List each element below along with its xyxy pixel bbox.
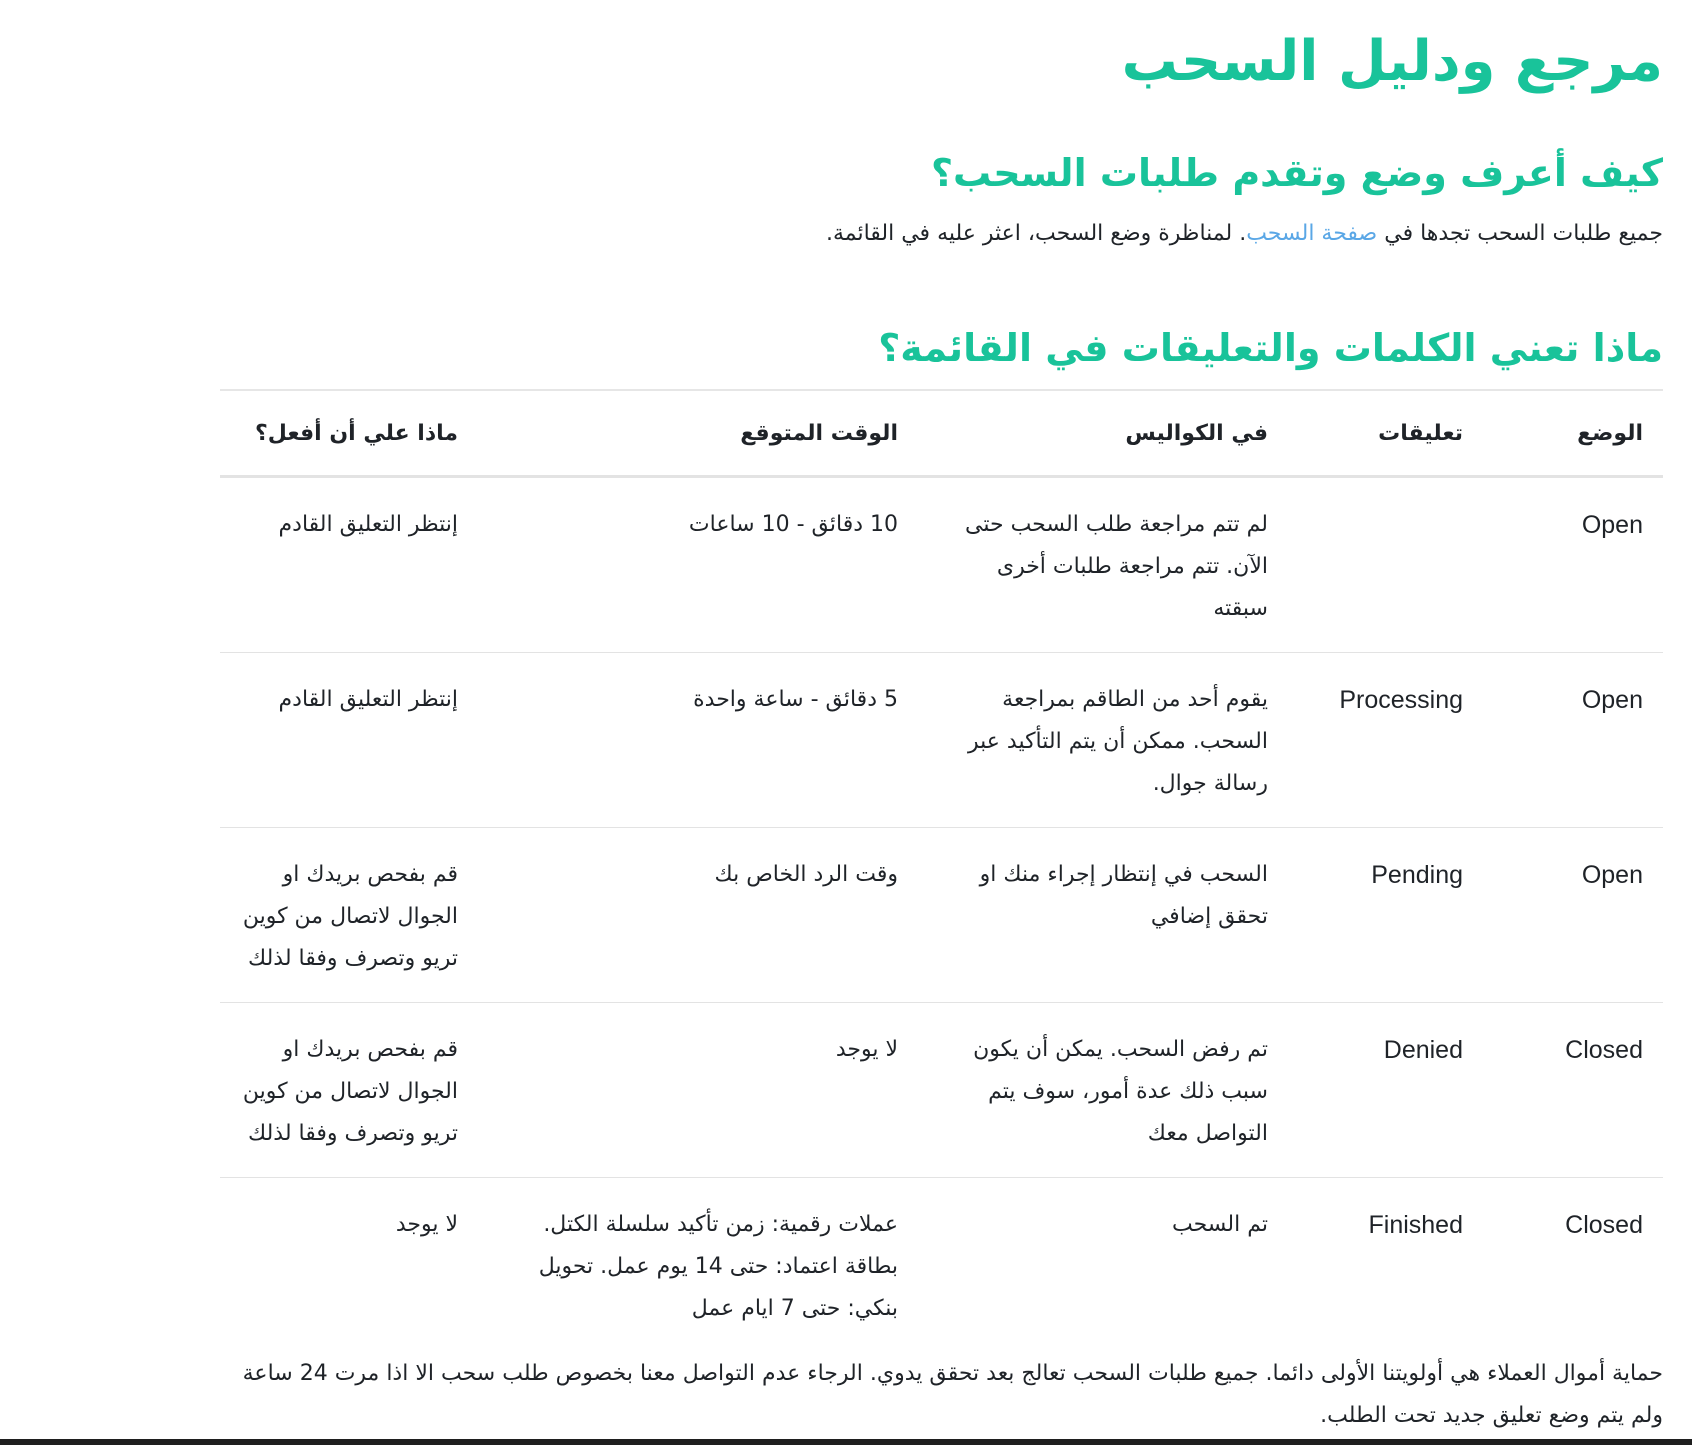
expected-time-cell: عملات رقمية: زمن تأكيد سلسلة الكتل. بطاقة اعتماد: حتى 14 يوم عمل. تحويل بنكي: حتى 7 ايام عمل	[538, 1212, 898, 1321]
table-row	[220, 653, 1663, 828]
backstage-cell: يقوم أحد من الطاقم بمراجعة السحب. ممكن أن يتم التأكيد عبر رسالة جوال.	[918, 653, 1288, 828]
note-cell: Finished	[1368, 1211, 1463, 1239]
column-header-action: ماذا علي أن أفعل؟	[220, 390, 478, 477]
expected-time-cell: لا يوجد	[478, 1003, 918, 1178]
action-cell: لا يوجد	[395, 1212, 458, 1237]
table-header-row	[220, 390, 1663, 477]
note-cell: Processing	[1288, 653, 1483, 828]
column-header-notes: تعليقات	[1288, 390, 1483, 477]
intro-text-end: . لمناظرة وضع السحب، اعثر عليه في القائمة.	[825, 221, 1247, 246]
footer-notice: حماية أموال العملاء هي أولويتنا الأولى دائما. جميع طلبات السحب تعالج بعد تحقق يدوي. الرجاء عدم التواصل معنا بخصوص طلب سحب الا اذا مرت 24 ساعة ولم يتم وضع تعليق جديد تحت الطلب.	[242, 1361, 1663, 1428]
action-cell: قم بفحص بريدك او الجوال لاتصال من كوين تريو وتصرف وفقا لذلك	[220, 828, 478, 1003]
table-row	[220, 1003, 1663, 1178]
expected-time-cell: 10 دقائق - 10 ساعات	[478, 477, 918, 653]
expected-time-cell: 5 دقائق - ساعة واحدة	[478, 653, 918, 828]
intro-text-start: جميع طلبات السحب تجدها في	[1377, 221, 1663, 246]
terms-section-heading: ماذا تعني الكلمات والتعليقات في القائمة؟	[878, 326, 1663, 370]
backstage-cell: تم السحب	[1171, 1212, 1268, 1237]
column-header-backstage: في الكواليس	[918, 390, 1288, 477]
status-cell: Closed	[1483, 1003, 1663, 1178]
action-cell: قم بفحص بريدك او الجوال لاتصال من كوين تريو وتصرف وفقا لذلك	[220, 1003, 478, 1178]
status-section-heading: كيف أعرف وضع وتقدم طلبات السحب؟	[930, 151, 1663, 195]
page-title: مرجع ودليل السحب	[1121, 29, 1663, 94]
column-header-status: الوضع	[1483, 390, 1663, 477]
table-row	[220, 1178, 1663, 1353]
bottom-edge-bar	[0, 1439, 1692, 1445]
expected-time-cell: وقت الرد الخاص بك	[478, 828, 918, 1003]
status-terms-table	[220, 389, 1663, 1352]
backstage-cell: تم رفض السحب. يمكن أن يكون سبب ذلك عدة أمور، سوف يتم التواصل معك	[918, 1003, 1288, 1178]
status-cell: Open	[1483, 477, 1663, 653]
note-cell	[1288, 477, 1483, 653]
table-body	[220, 477, 1663, 1353]
action-cell: إنتظر التعليق القادم	[220, 477, 478, 653]
backstage-cell: السحب في إنتظار إجراء منك او تحقق إضافي	[918, 828, 1288, 1003]
table-row	[220, 477, 1663, 653]
note-cell: Denied	[1288, 1003, 1483, 1178]
note-cell: Pending	[1288, 828, 1483, 1003]
column-header-expected-time: الوقت المتوقع	[478, 390, 918, 477]
status-cell: Closed	[1565, 1211, 1643, 1239]
status-cell: Open	[1483, 828, 1663, 1003]
status-intro-text	[826, 218, 1663, 250]
withdrawal-page-link[interactable]: صفحة السحب	[1246, 221, 1378, 246]
table-row	[220, 828, 1663, 1003]
backstage-cell: لم تتم مراجعة طلب السحب حتى الآن. تتم مراجعة طلبات أخرى سبقته	[918, 477, 1288, 653]
action-cell: إنتظر التعليق القادم	[220, 653, 478, 828]
status-cell: Open	[1483, 653, 1663, 828]
table-header	[220, 390, 1663, 477]
